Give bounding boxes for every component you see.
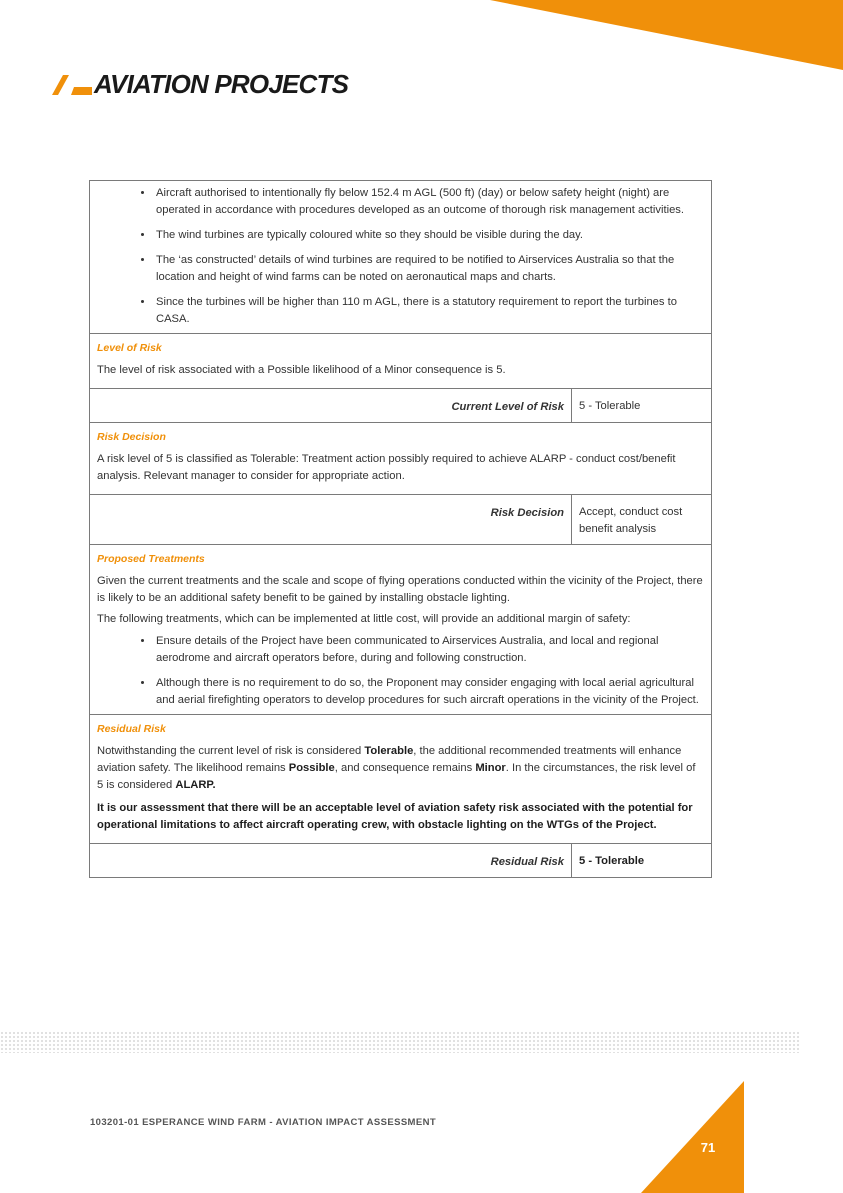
possible-emphasis: Possible (288, 762, 335, 774)
list-item: • The ‘as constructed’ details of wind turbines are required to be notified to Airservices Australia so that the location and height of wind farms can be noted on aeronautical maps and charts. (154, 252, 703, 286)
bottom-right-orange-wedge (641, 1081, 744, 1193)
dotted-divider (0, 1031, 800, 1053)
risk-decision-heading: Risk Decision (97, 431, 166, 443)
risk-decision-row (90, 423, 712, 495)
alarp-emphasis: ALARP. (175, 779, 216, 791)
proposed-treatments-para-1: Given the current treatments and the scale and scope of flying operations conducted within the vicinity of the Project, there is likely to be an additional safety benefit to be gained by installing obstacle lighting. (97, 575, 703, 604)
list-item: • Ensure details of the Project have been communicated to Airservices Australia, and local and regional aerodrome and aircraft operators before, during and following construction. (154, 633, 703, 667)
list-item: • Since the turbines will be higher than 110 m AGL, there is a statutory requirement to report the turbines to CASA. (154, 294, 703, 328)
current-level-of-risk-label: Current Level of Risk (90, 389, 572, 423)
residual-risk-conclusion: It is our assessment that there will be an acceptable level of aviation safety risk associated with the potential for operational limitations to affect aircraft operating crew, with obstacle lighting on the WTGs of the Project. (97, 802, 693, 831)
page-number: 71 (700, 1140, 716, 1155)
residual-risk-label: Residual Risk (90, 844, 572, 878)
proposed-treatments-para-2: The following treatments, which can be implemented at little cost, will provide an additional margin of safety: (97, 613, 631, 625)
residual-risk-heading: Residual Risk (97, 723, 166, 735)
list-item: • Aircraft authorised to intentionally fly below 152.4 m AGL (500 ft) (day) or below safety height (night) are operated in accordance with procedures developed as an outcome of thorough risk management activities. (154, 185, 703, 219)
logo-text: AVIATION PROJECTS (94, 69, 349, 99)
proposed-treatments-row (90, 545, 712, 715)
logo-mark-icon (52, 71, 92, 97)
residual-risk-row (90, 715, 712, 844)
minor-emphasis: Minor (475, 762, 506, 774)
footer-document-title: 103201-01 ESPERANCE WIND FARM - AVIATION IMPACT ASSESSMENT (90, 1117, 437, 1128)
list-item: • The wind turbines are typically coloured white so they should be visible during the day. (154, 227, 703, 244)
current-level-of-risk-row (90, 389, 712, 423)
current-level-of-risk-value: 5 - Tolerable (572, 389, 712, 423)
proposed-treatments-heading: Proposed Treatments (97, 553, 205, 565)
intro-row (90, 181, 712, 334)
level-of-risk-text: The level of risk associated with a Possible likelihood of a Minor consequence is 5. (97, 364, 506, 376)
risk-decision-value-row (90, 495, 712, 545)
risk-decision-value: Accept, conduct cost benefit analysis (572, 495, 712, 545)
company-logo (52, 70, 348, 98)
risk-assessment-table (89, 180, 712, 878)
list-item: • Although there is no requirement to do so, the Proponent may consider engaging with local aerial agricultural and aerial firefighting operators to develop procedures for such aircraft operations in the vicinity of the Project. (154, 675, 703, 709)
level-of-risk-row (90, 334, 712, 389)
residual-risk-value: 5 - Tolerable (572, 844, 712, 878)
top-right-orange-wedge (490, 0, 843, 70)
intro-bullet-list (97, 185, 703, 328)
level-of-risk-heading: Level of Risk (97, 342, 162, 354)
treatments-bullet-list (97, 633, 703, 709)
tolerable-emphasis: Tolerable (364, 745, 414, 757)
risk-decision-label: Risk Decision (90, 495, 572, 545)
residual-risk-text: Notwithstanding the current level of risk is considered Tolerable, the additional recommended treatments will enhance aviation safety. The likelihood remains Possible, and consequence remains Minor. In the circumstances, the risk level of 5 is considered ALARP. (97, 745, 696, 791)
residual-risk-value-row (90, 844, 712, 878)
risk-decision-text: A risk level of 5 is classified as Tolerable: Treatment action possibly required to achieve ALARP - conduct cost/benefit analysis. Relevant manager to consider for appropriate action. (97, 453, 676, 482)
